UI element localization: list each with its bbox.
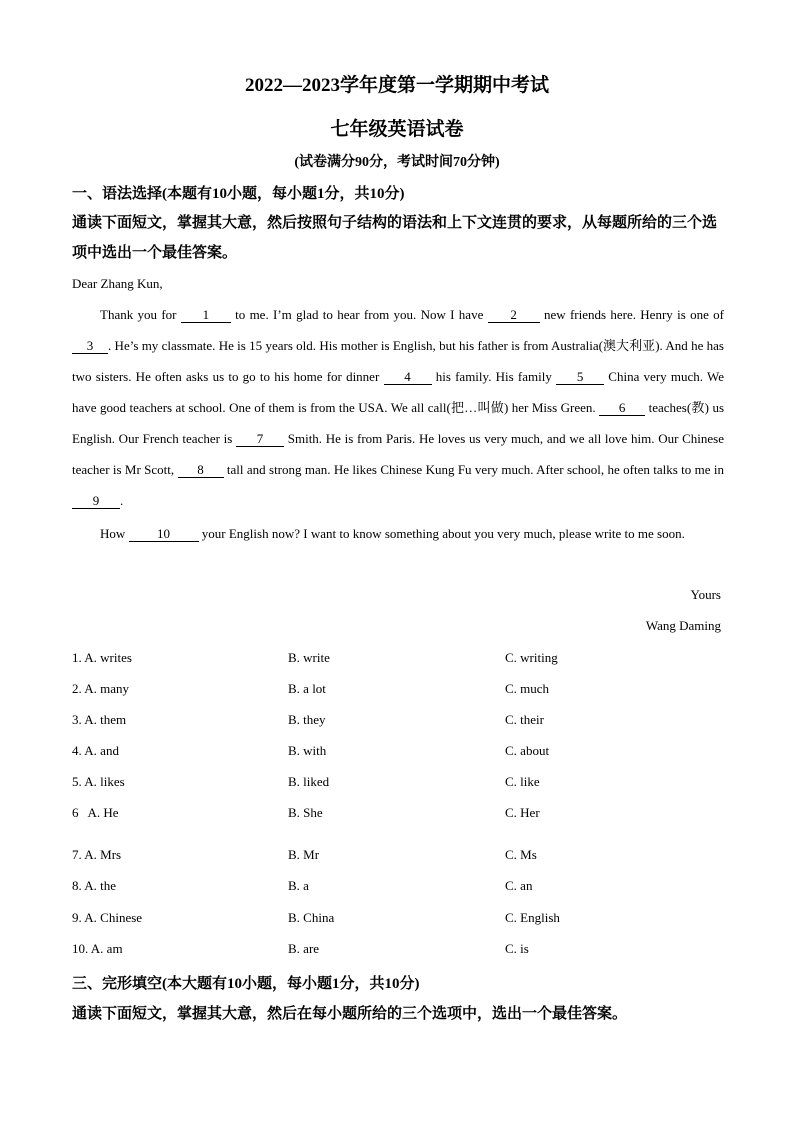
blank-2: 2	[488, 307, 540, 323]
question-5-option-c: C. like	[505, 774, 540, 789]
question-7-option-c: C. Ms	[505, 847, 537, 862]
letter-text: . He’s my classmate. He is 15 years old. His mother is English, but his father is from Australia(澳大利亚). And he has two sisters. He often asks us to go to his home for dinner	[72, 338, 724, 384]
letter-greeting: Dear Zhang Kun,	[72, 276, 163, 291]
blank-4: 4	[384, 369, 432, 385]
question-5-option-b: B. liked	[288, 774, 330, 789]
question-1-option-a: 1. A. writes	[72, 650, 132, 665]
question-2-option-c: C. much	[505, 681, 550, 696]
letter-text: your English now? I want to know something about you very much, please write to me soon.	[198, 526, 685, 541]
question-1-option-b: B. write	[288, 650, 330, 665]
blank-5: 5	[556, 369, 604, 385]
letter-text: China very much. We have good teachers at school. One of them is from the USA. We all call(把…叫做) her Miss Green.	[72, 369, 724, 415]
question-7-option-b: B. Mr	[288, 847, 320, 862]
letter-text: to me. I’m glad to hear from you. Now I have	[230, 307, 488, 322]
letter-text: .	[120, 493, 124, 508]
question-10-option-c: C. is	[505, 941, 529, 956]
question-9-option-b: B. China	[288, 910, 335, 925]
question-9-option-c: C. English	[505, 910, 560, 925]
question-3-option-c: C. their	[505, 712, 544, 727]
letter-paragraph-1	[72, 299, 724, 516]
section1-heading: 一、语法选择(本题有10小题，每小题1分，共10分)	[72, 186, 405, 202]
letter-text: tall and strong man. He likes Chinese Kung Fu very much. After school, he often talks to me in	[223, 462, 724, 477]
blank-6: 6	[599, 400, 645, 416]
section3-heading: 三、完形填空(本大题有10小题，每小题1分，共10分)	[72, 976, 420, 992]
question-7-option-a: 7. A. Mrs	[72, 847, 122, 862]
question-6-option-b: B. She	[288, 805, 323, 820]
letter-paragraph-2	[72, 518, 724, 549]
section3-instruction: 通读下面短文，掌握其大意，然后在每小题所给的三个选项中，选出一个最佳答案。	[72, 1006, 628, 1022]
letter-text: Thank you for	[100, 307, 181, 322]
blank-10: 10	[129, 526, 199, 542]
question-9-option-a: 9. A. Chinese	[72, 910, 143, 925]
question-8-option-b: B. a	[288, 878, 309, 893]
blank-1: 1	[181, 307, 231, 323]
exam-title: 2022—2023学年度第一学期期中考试	[244, 75, 549, 96]
question-6-option-c: C. Her	[505, 805, 540, 820]
question-10-option-a: 10. A. am	[72, 941, 123, 956]
question-1-option-c: C. writing	[505, 650, 558, 665]
section1-instruction: 通读下面短文，掌握其大意，然后按照句子结构的语法和上下文连贯的要求，从每题所给的三个选项中选出一个最佳答案。	[72, 215, 718, 261]
question-8-option-c: C. an	[505, 878, 533, 893]
blank-3: 3	[72, 338, 108, 354]
blank-8: 8	[178, 462, 224, 478]
letter-text: teaches(教) us English. Our French teacher is	[72, 400, 725, 446]
question-10-option-b: B. are	[288, 941, 320, 956]
question-4-option-c: C. about	[505, 743, 550, 758]
letter-text: new friends here. Henry is one of	[539, 307, 724, 322]
exam-note: (试卷满分90分，考试时间70分钟)	[294, 155, 500, 170]
question-3-option-a: 3. A. them	[72, 712, 127, 727]
exam-subtitle: 七年级英语试卷	[330, 119, 464, 140]
letter-signature: Wang Daming	[645, 618, 721, 633]
letter-text: his family. His family	[431, 369, 557, 384]
letter-closing: Yours	[690, 587, 721, 602]
blank-9: 9	[72, 493, 120, 509]
letter-text: How	[100, 526, 129, 541]
letter-text: Smith. He is from Paris. He loves us very much, and we all love him. Our Chinese teacher is Mr Scott,	[72, 431, 724, 477]
blank-7: 7	[236, 431, 284, 447]
question-4-option-b: B. with	[288, 743, 327, 758]
question-6-option-a: 6 A. He	[72, 805, 119, 820]
question-5-option-a: 5. A. likes	[72, 774, 125, 789]
question-3-option-b: B. they	[288, 712, 326, 727]
question-2-option-b: B. a lot	[288, 681, 326, 696]
question-8-option-a: 8. A. the	[72, 878, 117, 893]
question-4-option-a: 4. A. and	[72, 743, 119, 758]
question-2-option-a: 2. A. many	[72, 681, 130, 696]
